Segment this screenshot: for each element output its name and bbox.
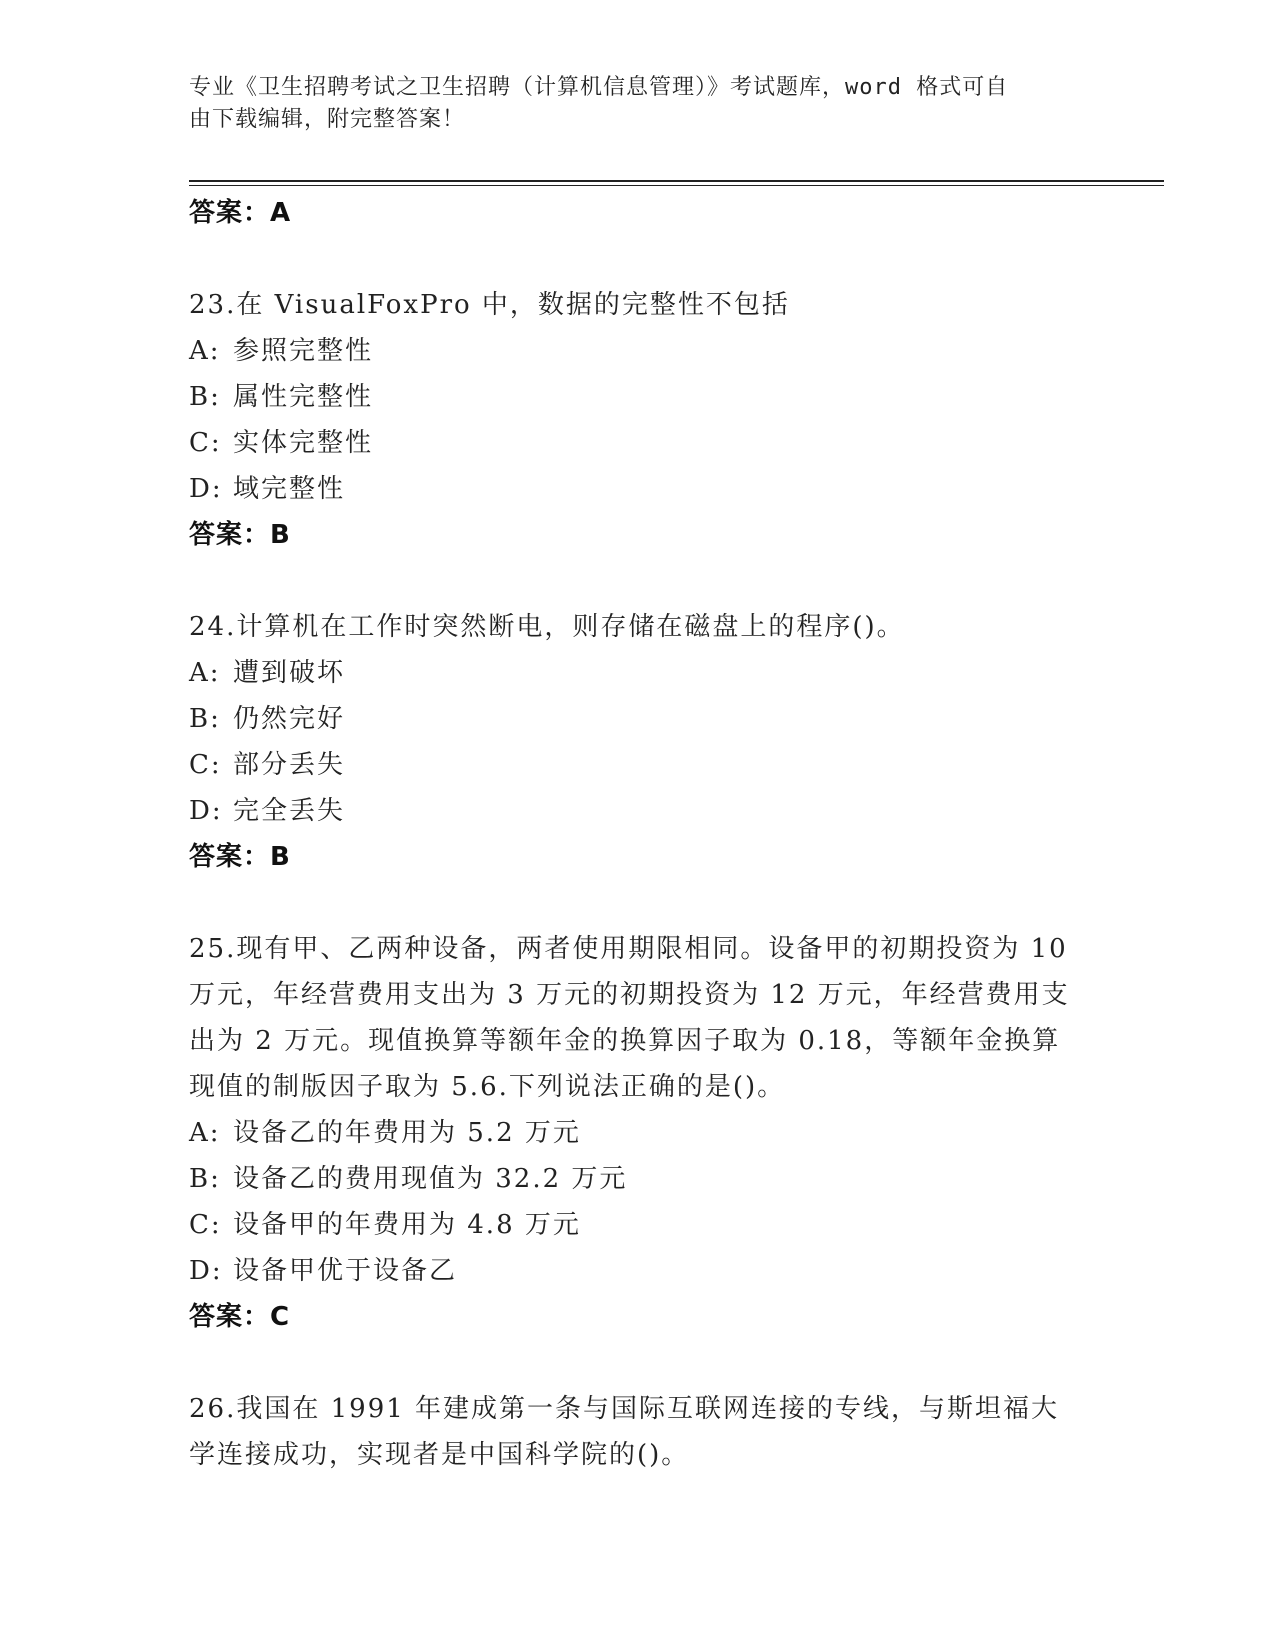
spacer bbox=[189, 1340, 1089, 1386]
question-23 bbox=[189, 282, 1089, 558]
page-header bbox=[189, 72, 1089, 136]
header-line-2: 由下载编辑，附完整答案！ bbox=[189, 107, 466, 132]
option-label: A: bbox=[189, 1118, 221, 1148]
header-line-1: 专业《卫生招聘考试之卫生招聘（计算机信息管理）》考试题库，word 格式可自 bbox=[189, 75, 1009, 100]
answer: 答案：B bbox=[189, 520, 291, 550]
answer: 答案：C bbox=[189, 1302, 291, 1332]
option-text: 属性完整性 bbox=[233, 382, 374, 412]
option-label: A: bbox=[189, 658, 221, 688]
option-d bbox=[189, 788, 1089, 834]
option-c bbox=[189, 420, 1089, 466]
option-text: 部分丢失 bbox=[233, 750, 346, 780]
option-a bbox=[189, 650, 1089, 696]
option-text: 设备乙的年费用为 5.2 万元 bbox=[233, 1118, 581, 1148]
question-stem-line-1: 25.现有甲、乙两种设备，两者使用期限相同。设备甲的初期投资为 10 bbox=[189, 934, 1068, 964]
option-a bbox=[189, 1110, 1089, 1156]
option-label: C: bbox=[189, 1210, 222, 1240]
question-stem: 24.计算机在工作时突然断电，则存储在磁盘上的程序()。 bbox=[189, 612, 905, 642]
option-b bbox=[189, 1156, 1089, 1202]
answer: 答案：B bbox=[189, 842, 291, 872]
option-b bbox=[189, 374, 1089, 420]
option-text: 完全丢失 bbox=[233, 796, 346, 826]
option-label: B: bbox=[189, 382, 221, 412]
question-stem-line-2: 万元，年经营费用支出为 3 万元的初期投资为 12 万元，年经营费用支 bbox=[189, 980, 1070, 1010]
option-label: C: bbox=[189, 428, 222, 458]
header-divider-thick bbox=[189, 180, 1164, 182]
previous-answer: 答案：A bbox=[189, 198, 292, 228]
option-text: 仍然完好 bbox=[233, 704, 346, 734]
option-d bbox=[189, 466, 1089, 512]
question-stem-line-2: 学连接成功，实现者是中国科学院的()。 bbox=[189, 1440, 690, 1470]
option-label: B: bbox=[189, 1164, 221, 1194]
question-25 bbox=[189, 926, 1089, 1340]
option-text: 参照完整性 bbox=[233, 336, 374, 366]
option-text: 遭到破坏 bbox=[233, 658, 346, 688]
question-stem: 23.在 VisualFoxPro 中，数据的完整性不包括 bbox=[189, 290, 790, 320]
option-c bbox=[189, 742, 1089, 788]
option-d bbox=[189, 1248, 1089, 1294]
option-text: 设备乙的费用现值为 32.2 万元 bbox=[233, 1164, 628, 1194]
option-text: 设备甲的年费用为 4.8 万元 bbox=[233, 1210, 581, 1240]
question-26 bbox=[189, 1386, 1089, 1478]
spacer bbox=[189, 558, 1089, 604]
option-label: D: bbox=[189, 1256, 223, 1286]
option-label: C: bbox=[189, 750, 222, 780]
header-divider-thin bbox=[189, 185, 1164, 186]
option-a bbox=[189, 328, 1089, 374]
question-stem-line-4: 现值的制版因子取为 5.6.下列说法正确的是()。 bbox=[189, 1072, 786, 1102]
option-label: B: bbox=[189, 704, 221, 734]
option-label: A: bbox=[189, 336, 221, 366]
question-list bbox=[189, 190, 1089, 1478]
spacer bbox=[189, 236, 1089, 282]
question-stem-line-3: 出为 2 万元。现值换算等额年金的换算因子取为 0.18，等额年金换算 bbox=[189, 1026, 1061, 1056]
option-label: D: bbox=[189, 474, 223, 504]
option-text: 实体完整性 bbox=[233, 428, 374, 458]
option-text: 域完整性 bbox=[233, 474, 346, 504]
spacer bbox=[189, 880, 1089, 926]
question-stem-line-1: 26.我国在 1991 年建成第一条与国际互联网连接的专线，与斯坦福大 bbox=[189, 1394, 1060, 1424]
option-text: 设备甲优于设备乙 bbox=[233, 1256, 458, 1286]
question-24 bbox=[189, 604, 1089, 880]
option-label: D: bbox=[189, 796, 223, 826]
option-b bbox=[189, 696, 1089, 742]
option-c bbox=[189, 1202, 1089, 1248]
